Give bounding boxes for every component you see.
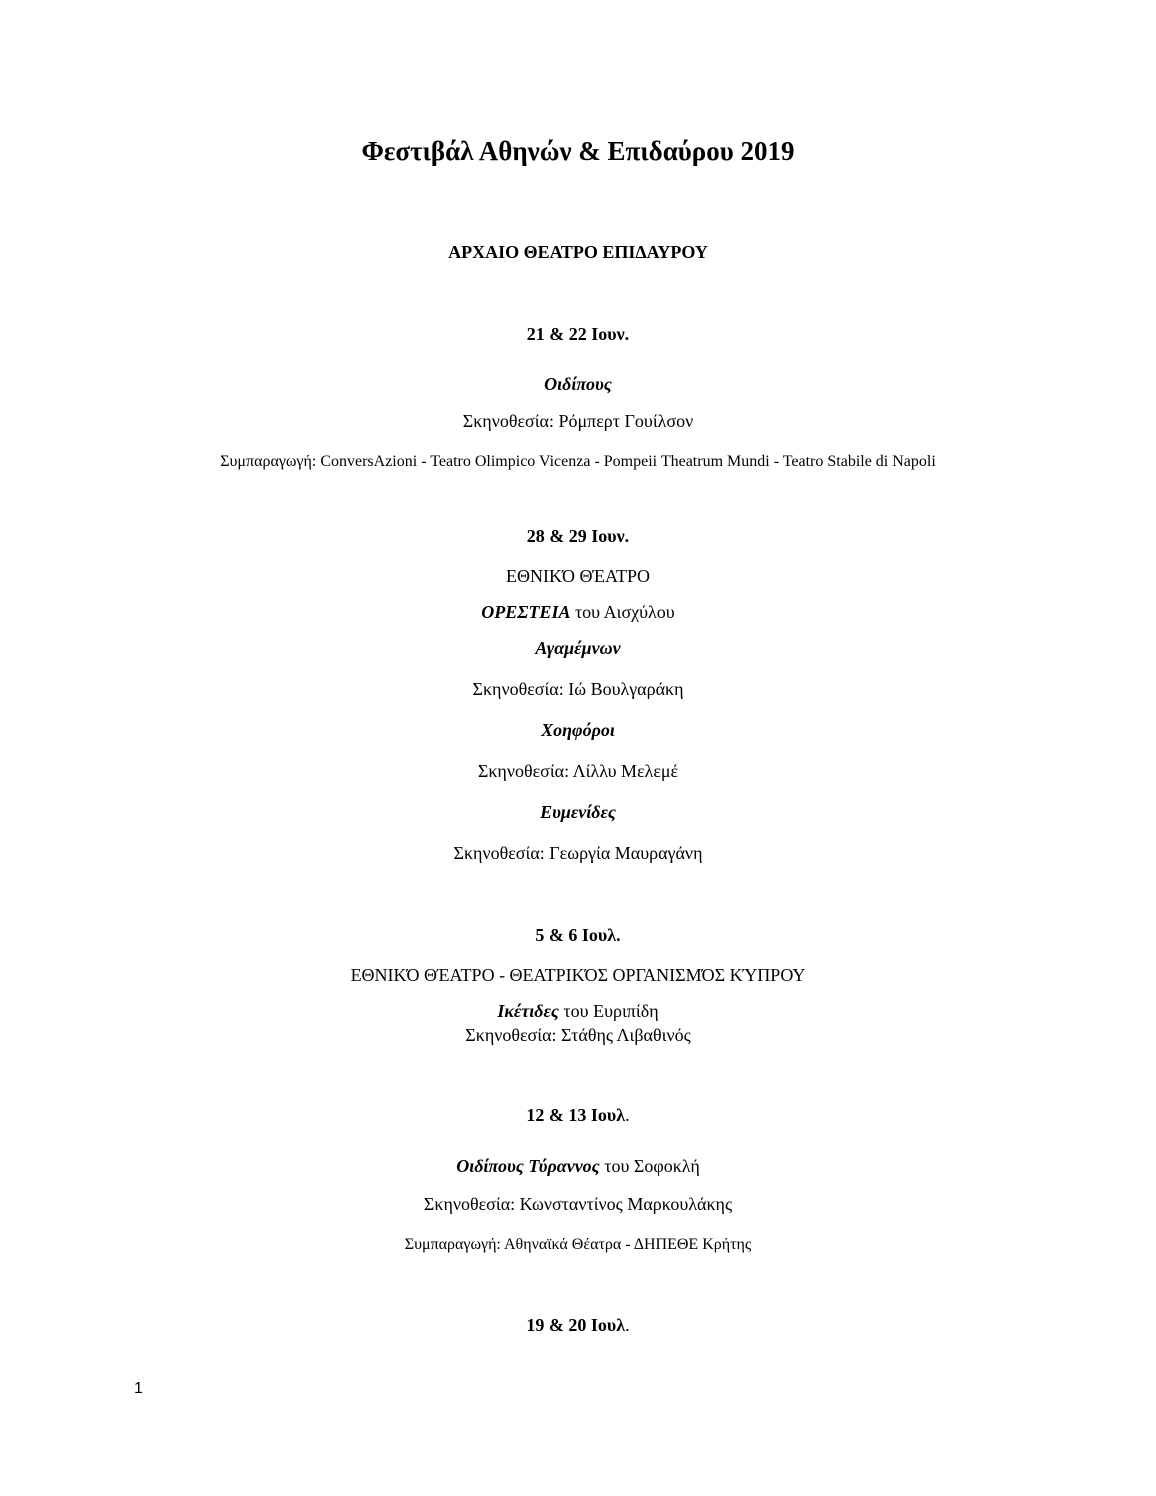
part-title: Ευμενίδες	[540, 802, 616, 822]
event-date: 5 & 6 Ιουλ.	[535, 925, 621, 945]
page-number: 1	[134, 1380, 143, 1397]
director-credit: Σκηνοθεσία: Ιώ Βουλγαράκη	[472, 679, 684, 699]
director-credit: Σκηνοθεσία: Γεωργία Μαυραγάνη	[453, 843, 703, 863]
work-title: Ικέτιδες	[497, 1001, 559, 1021]
coproduction-credit: Συμπαραγωγή: ConversAzioni - Teatro Olimpico Vicenza - Pompeii Theatrum Mundi - Teatro Stabile di Napoli	[220, 453, 936, 470]
page-title: Φεστιβάλ Αθηνών & Επιδαύρου 2019	[361, 136, 795, 166]
work-title-line	[0, 1002, 1156, 1022]
director-credit: Σκηνοθεσία: Κωνσταντίνος Μαρκουλάκης	[423, 1194, 733, 1214]
part-title: Αγαμέμνων	[535, 638, 621, 658]
work-title-line	[0, 603, 1156, 623]
event-date-dot: .	[625, 1315, 630, 1335]
work-author: του Αισχύλου	[570, 602, 675, 622]
part-title: Χοηφόροι	[541, 720, 615, 740]
event-date-text: 19 & 20 Ιουλ	[526, 1315, 626, 1335]
event-date	[0, 1106, 1156, 1126]
director-credit: Σκηνοθεσία: Ρόμπερτ Γουίλσον	[462, 411, 694, 431]
director-credit: Σκηνοθεσία: Στάθης Λιβαθινός	[465, 1025, 691, 1045]
company-name: ΕΘΝΙΚΌ ΘΈΑΤΡΟ	[506, 566, 650, 586]
work-author: του Σοφοκλή	[599, 1156, 700, 1176]
event-date: 21 & 22 Ιουν.	[526, 324, 630, 344]
director-credit: Σκηνοθεσία: Λίλλυ Μελεμέ	[477, 761, 679, 781]
work-author: του Ευριπίδη	[558, 1001, 659, 1021]
work-title: Οιδίπους Τύραννος	[456, 1156, 600, 1176]
event-date-text: 12 & 13 Ιουλ	[526, 1105, 626, 1125]
event-date	[0, 1316, 1156, 1336]
work-title-line	[0, 1157, 1156, 1177]
venue-heading: ΑΡΧΑΙΟ ΘΕΑΤΡΟ ΕΠΙΔΑΥΡΟΥ	[448, 242, 708, 262]
event-date-dot: .	[625, 1105, 630, 1125]
coproduction-credit: Συμπαραγωγή: Αθηναϊκά Θέατρα - ΔΗΠΕΘΕ Κρήτης	[404, 1236, 752, 1253]
company-name: ΕΘΝΙΚΌ ΘΈΑΤΡΟ - ΘΕΑΤΡΙΚΌΣ ΟΡΓΑΝΙΣΜΌΣ ΚΎΠΡΟΥ	[350, 965, 806, 985]
event-date: 28 & 29 Ιουν.	[526, 526, 630, 546]
work-title: ΟΡΕΣΤΕΙΑ	[481, 602, 571, 622]
work-title: Οιδίπους	[544, 374, 612, 394]
